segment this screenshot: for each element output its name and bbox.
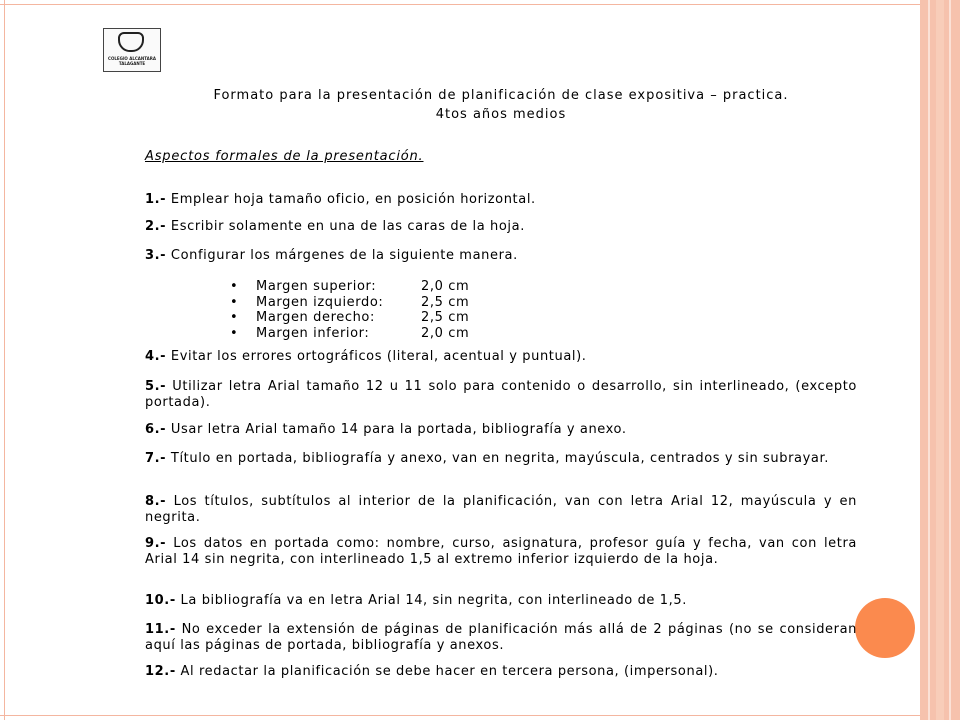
- list-item-11: 11.- No exceder la extensión de páginas de planificación más allá de 2 páginas (no se consideran aquí las páginas de portada, bibliografía y anexos.: [145, 622, 857, 653]
- list-item-12: 12.- Al redactar la planificación se debe hacer en tercera persona, (impersonal).: [145, 664, 719, 679]
- list-item-8: 8.- Los títulos, subtítulos al interior de la planificación, van con letra Arial 12, mayúscula y en negrita.: [145, 494, 857, 525]
- margin-row: • Margen derecho: 2,5 cm: [230, 310, 470, 325]
- list-item-4: 4.- Evitar los errores ortográficos (literal, acentual y puntual).: [145, 349, 587, 364]
- document-title: Formato para la presentación de planificación de clase expositiva – practica.: [213, 88, 789, 103]
- list-item-1: 1.- Emplear hoja tamaño oficio, en posición horizontal.: [145, 192, 536, 207]
- top-border-line: [0, 4, 920, 5]
- decorative-circle: [855, 598, 915, 658]
- list-item-6: 6.- Usar letra Arial tamaño 14 para la portada, bibliografía y anexo.: [145, 422, 627, 437]
- list-item-9: 9.- Los datos en portada como: nombre, curso, asignatura, profesor guía y fecha, van con letra Arial 14 sin negrita, con interlineado 1,5 al extremo inferior izquierdo de la hoja.: [145, 536, 857, 567]
- margin-row: • Margen izquierdo: 2,5 cm: [230, 294, 470, 310]
- list-item-7: 7.- Título en portada, bibliografía y anexo, van en negrita, mayúscula, centrados y sin subrayar.: [145, 451, 829, 466]
- list-item-10: 10.- La bibliografía va en letra Arial 14, sin negrita, con interlineado de 1,5.: [145, 593, 687, 608]
- logo-text: COLEGIO ALCANTARA TALAGANTE: [108, 56, 156, 66]
- right-decorative-bar: [920, 0, 960, 720]
- margins-list: [230, 279, 469, 341]
- margin-row: • Margen inferior: 2,0 cm: [230, 325, 470, 341]
- left-border-line: [4, 0, 5, 720]
- school-logo: [103, 28, 161, 72]
- list-item-3: 3.- Configurar los márgenes de la siguiente manera.: [145, 248, 518, 263]
- bottom-border-line: [0, 715, 920, 716]
- list-item-2: 2.- Escribir solamente en una de las caras de la hoja.: [145, 219, 525, 234]
- list-item-5: 5.- Utilizar letra Arial tamaño 12 u 11 solo para contenido o desarrollo, sin interlineado, (excepto portada).: [145, 379, 857, 410]
- margin-row: • Margen superior: 2,0 cm: [230, 279, 470, 294]
- document-subtitle: 4tos años medios: [435, 107, 567, 122]
- logo-emblem: [118, 32, 144, 52]
- section-heading: Aspectos formales de la presentación.: [145, 149, 424, 164]
